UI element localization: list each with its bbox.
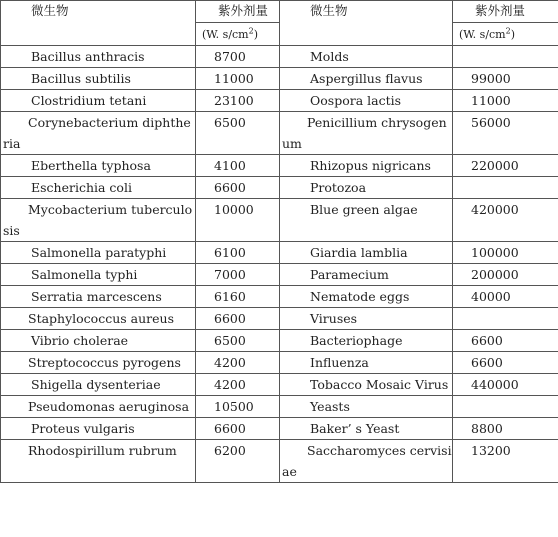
dose-left-cell: 6200 xyxy=(196,440,280,483)
organism-right-cell: Nematode eggs xyxy=(280,286,453,308)
organism-left-cell: Salmonella typhi xyxy=(1,264,196,286)
organism-right-cell: Oospora lactis xyxy=(280,90,453,112)
dose-left-cell: 10000 xyxy=(196,199,280,242)
dose-right-cell xyxy=(453,46,558,68)
table-row xyxy=(1,286,558,308)
table-row xyxy=(1,68,558,90)
dose-left-cell: 4200 xyxy=(196,352,280,374)
organism-left-cell: Pseudomonas aeruginosa xyxy=(1,396,196,418)
dose-right-cell xyxy=(453,177,558,199)
dose-right-cell: 99000 xyxy=(453,68,558,90)
header-unit-left xyxy=(196,23,280,46)
header-dose-left: 紫外剂量 xyxy=(196,1,280,23)
organism-left-cell: Bacillus anthracis xyxy=(1,46,196,68)
dose-left-cell: 6100 xyxy=(196,242,280,264)
dose-left-cell: 6500 xyxy=(196,112,280,155)
unit-suffix: ) xyxy=(253,28,259,41)
organism-right-cell: Penicillium chrysogenum xyxy=(280,112,453,155)
dose-right-cell: 40000 xyxy=(453,286,558,308)
dose-left-cell: 8700 xyxy=(196,46,280,68)
organism-right-cell: Yeasts xyxy=(280,396,453,418)
organism-left-cell: Vibrio cholerae xyxy=(1,330,196,352)
table-row xyxy=(1,330,558,352)
organism-left-cell: Escherichia coli xyxy=(1,177,196,199)
dose-right-cell: 420000 xyxy=(453,199,558,242)
header-unit-right xyxy=(453,23,558,46)
unit-sup: 2 xyxy=(248,26,254,36)
table-row xyxy=(1,155,558,177)
dose-right-cell: 13200 xyxy=(453,440,558,483)
dose-right-cell xyxy=(453,396,558,418)
table-row xyxy=(1,90,558,112)
table-row xyxy=(1,374,558,396)
header-organism-right: 微生物 xyxy=(280,1,453,46)
organism-right-cell: Influenza xyxy=(280,352,453,374)
table-row xyxy=(1,242,558,264)
organism-left-cell: Staphylococcus aureus xyxy=(1,308,196,330)
organism-left-cell: Streptococcus pyrogens xyxy=(1,352,196,374)
unit-prefix: (W. s/cm xyxy=(202,28,249,41)
dose-left-cell: 7000 xyxy=(196,264,280,286)
unit-suffix: ) xyxy=(510,28,516,41)
table-row xyxy=(1,396,558,418)
organism-right-cell: Bacteriophage xyxy=(280,330,453,352)
organism-right-cell: Baker’ s Yeast xyxy=(280,418,453,440)
dose-right-cell: 100000 xyxy=(453,242,558,264)
organism-right-cell: Tobacco Mosaic Virus xyxy=(280,374,453,396)
organism-right-cell: Paramecium xyxy=(280,264,453,286)
organism-right-cell: Rhizopus nigricans xyxy=(280,155,453,177)
dose-left-cell: 6160 xyxy=(196,286,280,308)
dose-left-cell: 6600 xyxy=(196,177,280,199)
organism-left-cell: Eberthella typhosa xyxy=(1,155,196,177)
table-row xyxy=(1,112,558,155)
dose-right-cell xyxy=(453,308,558,330)
dose-right-cell: 11000 xyxy=(453,90,558,112)
organism-right-cell: Giardia lamblia xyxy=(280,242,453,264)
organism-left-cell: Salmonella paratyphi xyxy=(1,242,196,264)
organism-right-cell: Aspergillus flavus xyxy=(280,68,453,90)
organism-right-cell: Saccharomyces cervisiae xyxy=(280,440,453,483)
table-body xyxy=(1,1,558,483)
dose-right-cell: 200000 xyxy=(453,264,558,286)
dose-left-cell: 6600 xyxy=(196,308,280,330)
organism-left-cell: Clostridium tetani xyxy=(1,90,196,112)
organism-right-cell: Molds xyxy=(280,46,453,68)
dose-right-cell: 56000 xyxy=(453,112,558,155)
table-row xyxy=(1,418,558,440)
header-row xyxy=(1,1,558,23)
table-row xyxy=(1,308,558,330)
organism-left-cell: Shigella dysenteriae xyxy=(1,374,196,396)
table-row xyxy=(1,440,558,483)
organism-left-cell: Proteus vulgaris xyxy=(1,418,196,440)
dose-right-cell: 6600 xyxy=(453,330,558,352)
unit-sup: 2 xyxy=(505,26,511,36)
table-row xyxy=(1,199,558,242)
organism-left-cell: Bacillus subtilis xyxy=(1,68,196,90)
dose-left-cell: 10500 xyxy=(196,396,280,418)
organism-left-cell: Corynebacterium diphtheria xyxy=(1,112,196,155)
dose-left-cell: 4100 xyxy=(196,155,280,177)
dose-left-cell: 6500 xyxy=(196,330,280,352)
dose-right-cell: 8800 xyxy=(453,418,558,440)
organism-right-cell: Blue green algae xyxy=(280,199,453,242)
organism-left-cell: Rhodospirillum rubrum xyxy=(1,440,196,483)
table-row xyxy=(1,352,558,374)
dose-right-cell: 6600 xyxy=(453,352,558,374)
dose-right-cell: 440000 xyxy=(453,374,558,396)
organism-left-cell: Mycobacterium tuberculosis xyxy=(1,199,196,242)
table-row xyxy=(1,177,558,199)
header-dose-right: 紫外剂量 xyxy=(453,1,558,23)
dose-left-cell: 6600 xyxy=(196,418,280,440)
dose-right-cell: 220000 xyxy=(453,155,558,177)
organism-right-cell: Viruses xyxy=(280,308,453,330)
organism-left-cell: Serratia marcescens xyxy=(1,286,196,308)
header-organism-left: 微生物 xyxy=(1,1,196,46)
dose-left-cell: 11000 xyxy=(196,68,280,90)
organism-right-cell: Protozoa xyxy=(280,177,453,199)
table-row xyxy=(1,46,558,68)
unit-prefix: (W. s/cm xyxy=(459,28,506,41)
dose-left-cell: 4200 xyxy=(196,374,280,396)
table-row xyxy=(1,264,558,286)
dose-left-cell: 23100 xyxy=(196,90,280,112)
